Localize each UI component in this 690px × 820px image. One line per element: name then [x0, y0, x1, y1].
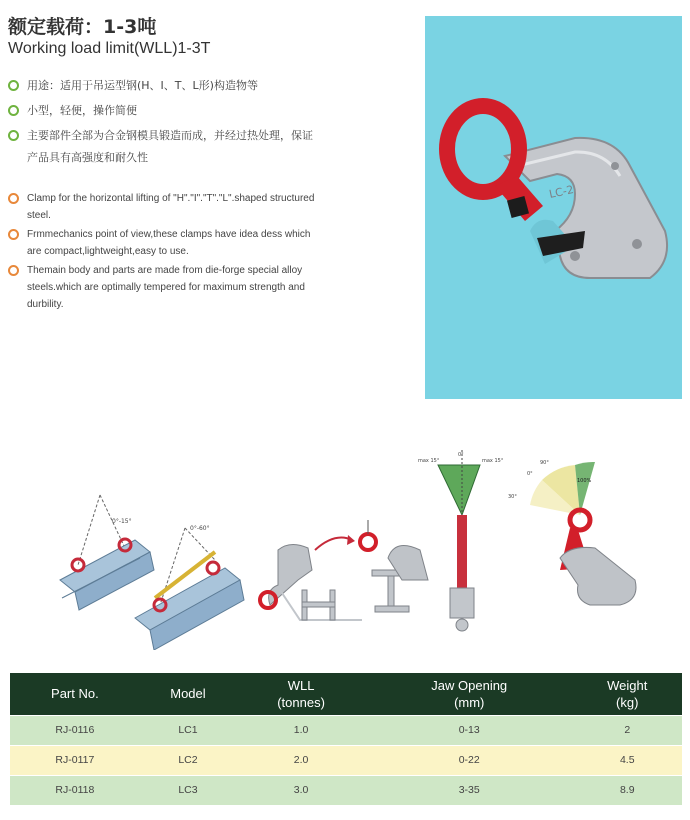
- cell-wll: 3.0: [236, 775, 366, 805]
- bullet-icon: [8, 105, 19, 116]
- d2-angle-label: 0°-60°: [190, 525, 210, 532]
- cell-wll: 2.0: [236, 745, 366, 775]
- page-title-en: Working load limit(WLL)1-3T: [8, 40, 211, 57]
- feature-en-item: [8, 190, 318, 224]
- bullet-icon: [8, 130, 19, 141]
- d1-angle-label: 0°-15°: [112, 518, 132, 525]
- product-photo: [425, 16, 682, 399]
- d4-right-label: max 15°: [482, 458, 504, 464]
- header-wll: WLL (tonnes): [236, 673, 366, 715]
- feature-en-item: [8, 262, 318, 313]
- features-en-list: [8, 190, 318, 315]
- page-title-cn: 额定载荷：1-3吨: [8, 16, 157, 38]
- diagram-spreader-beam: [135, 525, 244, 650]
- header-model: Model: [140, 673, 236, 715]
- spec-table: [10, 673, 682, 805]
- header-part-no: Part No.: [10, 673, 140, 715]
- cell-part-no: RJ-0117: [10, 745, 140, 775]
- table-row: [10, 745, 682, 775]
- table-header-row: [10, 673, 682, 715]
- lifting-clamp-illustration: [425, 16, 682, 399]
- cell-jaw-opening: 0-22: [366, 745, 573, 775]
- feature-cn-text: 用途：适用于吊运型钢(H、I、T、L形)构造物等: [27, 79, 258, 92]
- d5-a-label: 0°: [527, 471, 533, 477]
- bullet-icon: [8, 193, 19, 204]
- d5-d-label: 100%: [577, 478, 592, 484]
- table-row: [10, 715, 682, 745]
- feature-en-text: Frmmechanics point of view,these clamps have idea dess which are compact,lightweight,easy to use.: [27, 229, 311, 257]
- feature-en-item: [8, 226, 318, 260]
- usage-diagrams: [50, 440, 650, 650]
- feature-en-text: Clamp for the horizontal lifting of "H"."I"."T"."L".shaped structured steel.: [27, 193, 315, 221]
- d4-left-label: max 15°: [418, 458, 440, 464]
- feature-en-text: Themain body and parts are made from die-forge special alloy steels.which are optimally tempered for maximum strength and durbility.: [27, 265, 305, 310]
- d4-center-label: 0°: [458, 452, 464, 458]
- feature-cn-text: 小型，轻便，操作简便: [27, 104, 137, 117]
- features-cn-list: [8, 78, 328, 165]
- cell-wll: 1.0: [236, 715, 366, 745]
- bullet-icon: [8, 80, 19, 91]
- diagram-angled-clamp: [508, 460, 636, 605]
- cell-part-no: RJ-0116: [10, 715, 140, 745]
- cell-model: LC2: [140, 745, 236, 775]
- cell-model: LC1: [140, 715, 236, 745]
- bullet-icon: [8, 229, 19, 240]
- cell-jaw-opening: 3-35: [366, 775, 573, 805]
- diagram-single-beam: [60, 495, 154, 610]
- d5-c-label: 30°: [508, 494, 517, 500]
- d5-b-label: 90°: [540, 460, 549, 466]
- clamp-marking-text: LC-2: [547, 183, 575, 201]
- feature-cn-item: [8, 78, 328, 93]
- diagram-vertical-clamp: [418, 450, 504, 631]
- feature-cn-continuation: 产品具有高强度和耐久性: [27, 151, 148, 164]
- cell-jaw-opening: 0-13: [366, 715, 573, 745]
- cell-weight: 2: [572, 715, 682, 745]
- feature-cn-item: [8, 103, 328, 118]
- feature-cn-item: [8, 128, 328, 143]
- cell-weight: 4.5: [572, 745, 682, 775]
- usage-diagram-svg: [50, 440, 650, 650]
- cell-weight: 8.9: [572, 775, 682, 805]
- header-weight: Weight (kg): [572, 673, 682, 715]
- diagram-clamp-h-beam: [260, 520, 428, 620]
- cell-part-no: RJ-0118: [10, 775, 140, 805]
- feature-cn-text: 主要部件全部为合金钢模具锻造而成，并经过热处理，保证: [27, 129, 313, 142]
- bullet-icon: [8, 265, 19, 276]
- header-jaw-opening: Jaw Opening (mm): [366, 673, 573, 715]
- table-row: [10, 775, 682, 805]
- cell-model: LC3: [140, 775, 236, 805]
